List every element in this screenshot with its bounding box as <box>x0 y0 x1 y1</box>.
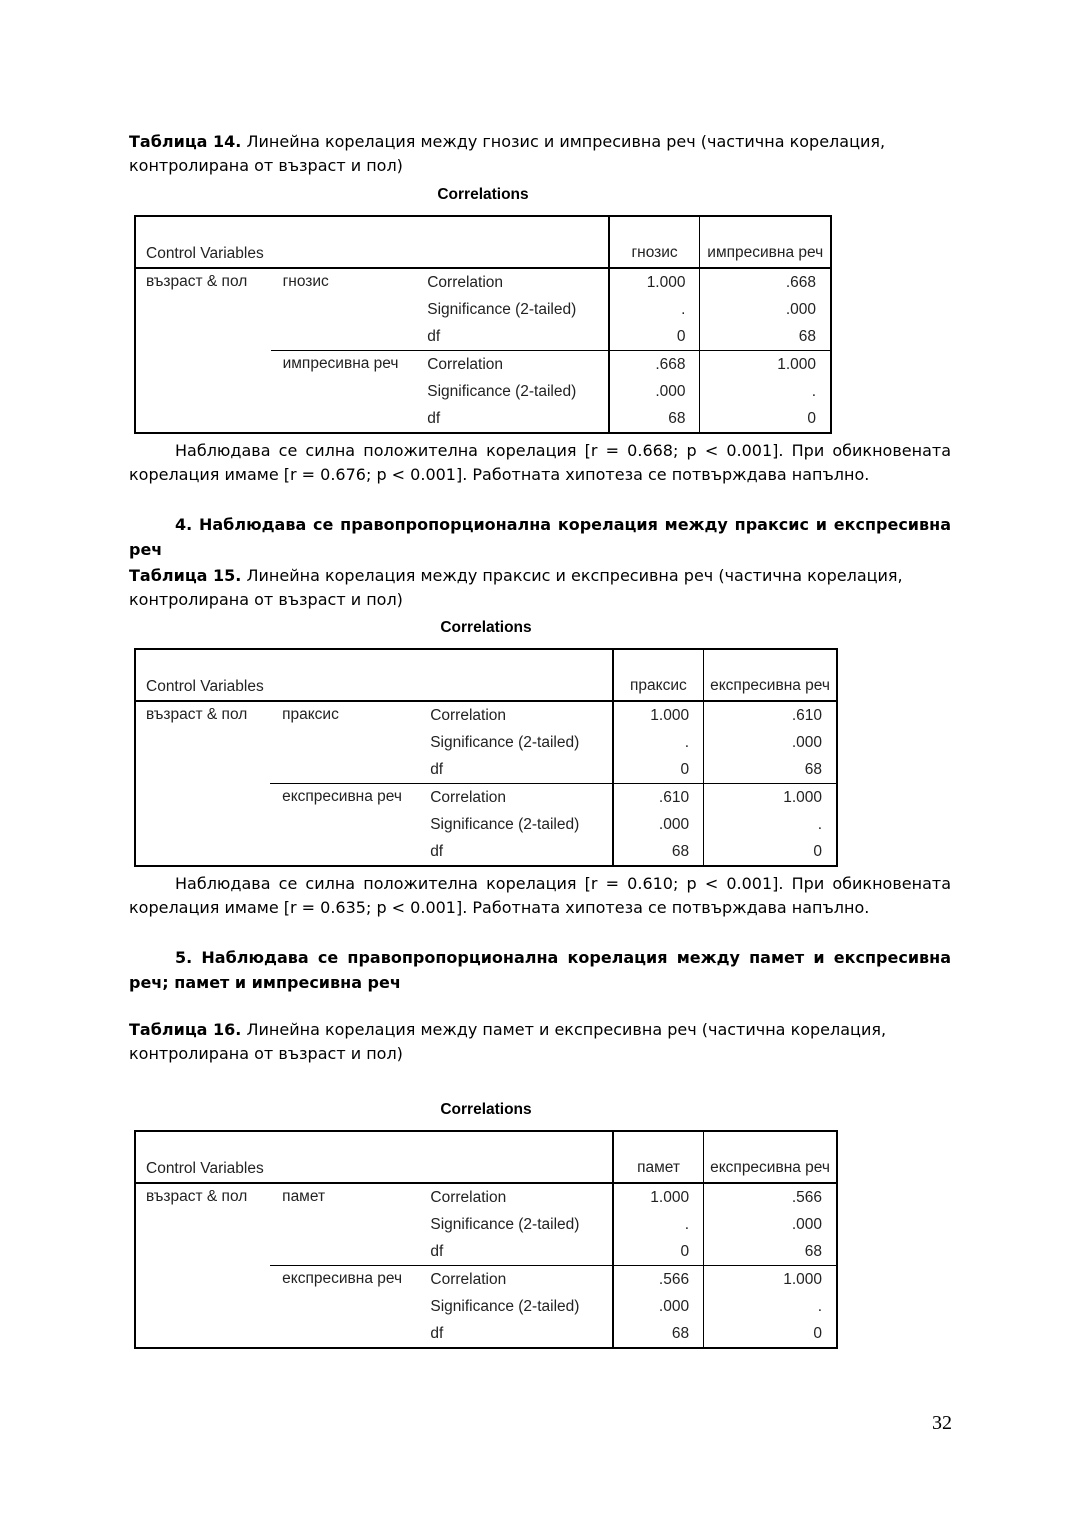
cell-value: . <box>609 296 700 323</box>
stat-label: Significance (2-tailed) <box>427 300 577 318</box>
stat-label: df <box>427 409 441 427</box>
cell-value: .610 <box>704 701 837 729</box>
table-16-title: Correlations <box>440 1101 532 1118</box>
stat-label: Significance (2-tailed) <box>427 382 577 400</box>
variable-label: гнозис <box>282 273 329 290</box>
control-variables-header: Control Variables <box>146 1160 264 1177</box>
cell-value: . <box>704 811 837 838</box>
table-14-caption-text: Линейна корелация между гнозис и импресивна реч (частична корелация, контролирана от възраст и пол) <box>129 132 886 175</box>
stat-label: Correlation <box>424 784 613 812</box>
cell-value: . <box>613 1211 704 1238</box>
stat-label: Correlation <box>430 706 506 724</box>
control-variables-header: Control Variables <box>146 245 264 262</box>
cell-value: 0 <box>613 1238 704 1266</box>
table-row <box>135 268 831 296</box>
correlations-table-16 <box>134 1130 838 1349</box>
cell-value: .668 <box>609 351 700 379</box>
cell-value: 1.000 <box>704 784 837 812</box>
cell-value: .000 <box>609 378 700 405</box>
table-15-label: Таблица 15. <box>129 566 242 585</box>
table-header-row <box>135 649 837 701</box>
stat-label: Significance (2-tailed) <box>430 815 580 833</box>
stat-label: Significance (2-tailed) <box>430 733 580 751</box>
paragraph-1: Наблюдава се силна положителна корелация [r = 0.668; p < 0.001]. При обикновената корелация имаме [r = 0.676; p < 0.001]. Работната хипотеза се потвърждава напълно. <box>129 441 951 484</box>
table-header-row <box>135 216 831 268</box>
cell-value: 68 <box>613 838 704 866</box>
correlations-table-15 <box>134 648 838 867</box>
table-14-caption <box>129 130 951 178</box>
column-header-1: праксис <box>613 649 704 701</box>
table-row <box>135 701 837 729</box>
cell-value: 1.000 <box>704 1266 837 1294</box>
stat-label: Correlation <box>421 351 608 379</box>
table-15-caption-text: Линейна корелация между праксис и експресивна реч (частична корелация, контролирана от възраст и пол) <box>129 566 903 609</box>
column-header-2: експресивна реч <box>704 1131 837 1183</box>
cell-value: 68 <box>704 756 837 784</box>
control-variables-header: Control Variables <box>146 678 264 695</box>
cell-value: 68 <box>704 1238 837 1266</box>
stat-label: df <box>430 1324 444 1342</box>
stat-label: Significance (2-tailed) <box>430 1215 580 1233</box>
cell-value: .668 <box>700 268 831 296</box>
stat-label: Significance (2-tailed) <box>430 1297 580 1315</box>
control-group-label: възраст & пол <box>146 1188 248 1205</box>
cell-value: .000 <box>700 296 831 323</box>
table-16-caption-text: Линейна корелация между памет и експресивна реч (частична корелация, контролирана от възраст и пол) <box>129 1020 887 1063</box>
column-header-1: памет <box>613 1131 704 1183</box>
page-number: 32 <box>932 1412 952 1434</box>
cell-value: 0 <box>704 1320 837 1348</box>
cell-value: 0 <box>609 323 700 351</box>
cell-value: 68 <box>609 405 700 433</box>
cell-value: 1.000 <box>700 351 831 379</box>
stat-label: df <box>427 327 441 345</box>
stat-label: Correlation <box>424 1266 613 1294</box>
stat-label: df <box>430 1242 444 1260</box>
cell-value: .000 <box>613 811 704 838</box>
cell-value: 1.000 <box>613 1183 704 1211</box>
stat-label: df <box>430 760 444 778</box>
table-16-label: Таблица 16. <box>129 1020 242 1039</box>
cell-value: 0 <box>704 838 837 866</box>
cell-value: . <box>700 378 831 405</box>
column-header-1: гнозис <box>609 216 700 268</box>
table-15-title: Correlations <box>440 619 532 636</box>
cell-value: .000 <box>704 1211 837 1238</box>
cell-value: 0 <box>613 756 704 784</box>
table-14-title: Correlations <box>437 186 529 203</box>
cell-value: 68 <box>613 1320 704 1348</box>
heading-4: 4. Наблюдава се правопропорционална корелация между праксис и експресивна реч <box>129 515 951 559</box>
cell-value: . <box>613 729 704 756</box>
column-header-2: импресивна реч <box>700 216 831 268</box>
heading-5: 5. Наблюдава се правопропорционална корелация между памет и експресивна реч; памет и импресивна реч <box>129 948 951 992</box>
variable-label: експресивна реч <box>270 784 424 867</box>
cell-value: 68 <box>700 323 831 351</box>
cell-value: .566 <box>704 1183 837 1211</box>
stat-label: Correlation <box>427 273 504 291</box>
cell-value: .000 <box>704 729 837 756</box>
table-16-caption <box>129 1018 951 1066</box>
cell-value: .566 <box>613 1266 704 1294</box>
table-15-caption <box>129 564 951 612</box>
table-row <box>135 1183 837 1211</box>
correlations-table-14 <box>134 215 832 434</box>
cell-value: 1.000 <box>609 268 700 296</box>
cell-value: .610 <box>613 784 704 812</box>
control-group-label: възраст & пол <box>146 706 248 723</box>
variable-label: експресивна реч <box>270 1266 424 1349</box>
paragraph-2: Наблюдава се силна положителна корелация [r = 0.610; p < 0.001]. При обикновената корелация имаме [r = 0.635; p < 0.001]. Работната хипотеза се потвърждава напълно. <box>129 874 951 917</box>
table-14-label: Таблица 14. <box>129 132 242 151</box>
stat-label: df <box>430 842 444 860</box>
control-group-label: възраст & пол <box>146 273 248 290</box>
cell-value: . <box>704 1293 837 1320</box>
stat-label: Correlation <box>430 1188 507 1206</box>
variable-label: праксис <box>282 706 339 723</box>
variable-label: памет <box>282 1188 326 1205</box>
column-header-2: експресивна реч <box>704 649 837 701</box>
table-header-row <box>135 1131 837 1183</box>
cell-value: .000 <box>613 1293 704 1320</box>
cell-value: 1.000 <box>613 701 704 729</box>
cell-value: 0 <box>700 405 831 433</box>
variable-label: импресивна реч <box>271 351 422 434</box>
